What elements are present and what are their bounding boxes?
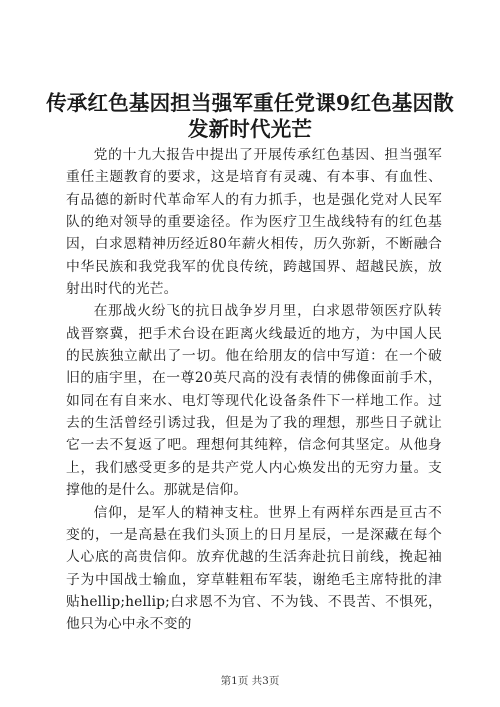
- paragraph-3: 信仰，是军人的精神支柱。世界上有两样东西是亘古不变的，一是高悬在我们头顶上的日月星辰，一是深藏在每个人心底的高贵信仰。放弃优越的生活奔赴抗日前线，挽起袖子为中国战士输血，穿草鞋粗布军装，谢绝毛主席特批的津贴hellip;hellip;白求恩不为官、不为钱、不畏苦、不惧死，他只为心中永不变的: [66, 504, 442, 633]
- paragraph-2: 在那战火纷飞的抗日战争岁月里，白求恩带领医疗队转战晋察冀，把手术台设在距离火线最近的地方，为中国人民的民族独立献出了一切。他在给朋友的信中写道：在一个破旧的庙宇里，在一尊20英尺高的没有表情的佛像面前手术，如同在有自来水、电灯等现代化设备条件下一样地工作。过去的生活曾经引诱过我，但是为了我的理想，那些日子就让它一去不复返了吧。理想何其纯粹，信念何其坚定。从他身上，我们感受更多的是共产党人内心焕发出的无穷力量。支撑他的是什么。那就是信仰。: [66, 303, 442, 499]
- paragraph-1: 党的十九大报告中提出了开展传承红色基因、担当强军重任主题教育的要求，这是培育有灵魂、有本事、有血性、有品德的新时代革命军人的有力抓手，也是强化党对人民军队的绝对领导的重要途径。作为医疗卫生战线特有的红色基因，白求恩精神历经近80年薪火相传，历久弥新，不断融合中华民族和我党我军的优良传统，跨越国界、超越民族，放射出时代的光芒。: [66, 147, 442, 298]
- page-footer: 第1页 共3页: [220, 675, 280, 687]
- document-body: [66, 144, 442, 636]
- document-title: 传承红色基因担当强军重任党课9红色基因散发新时代光芒: [46, 91, 454, 141]
